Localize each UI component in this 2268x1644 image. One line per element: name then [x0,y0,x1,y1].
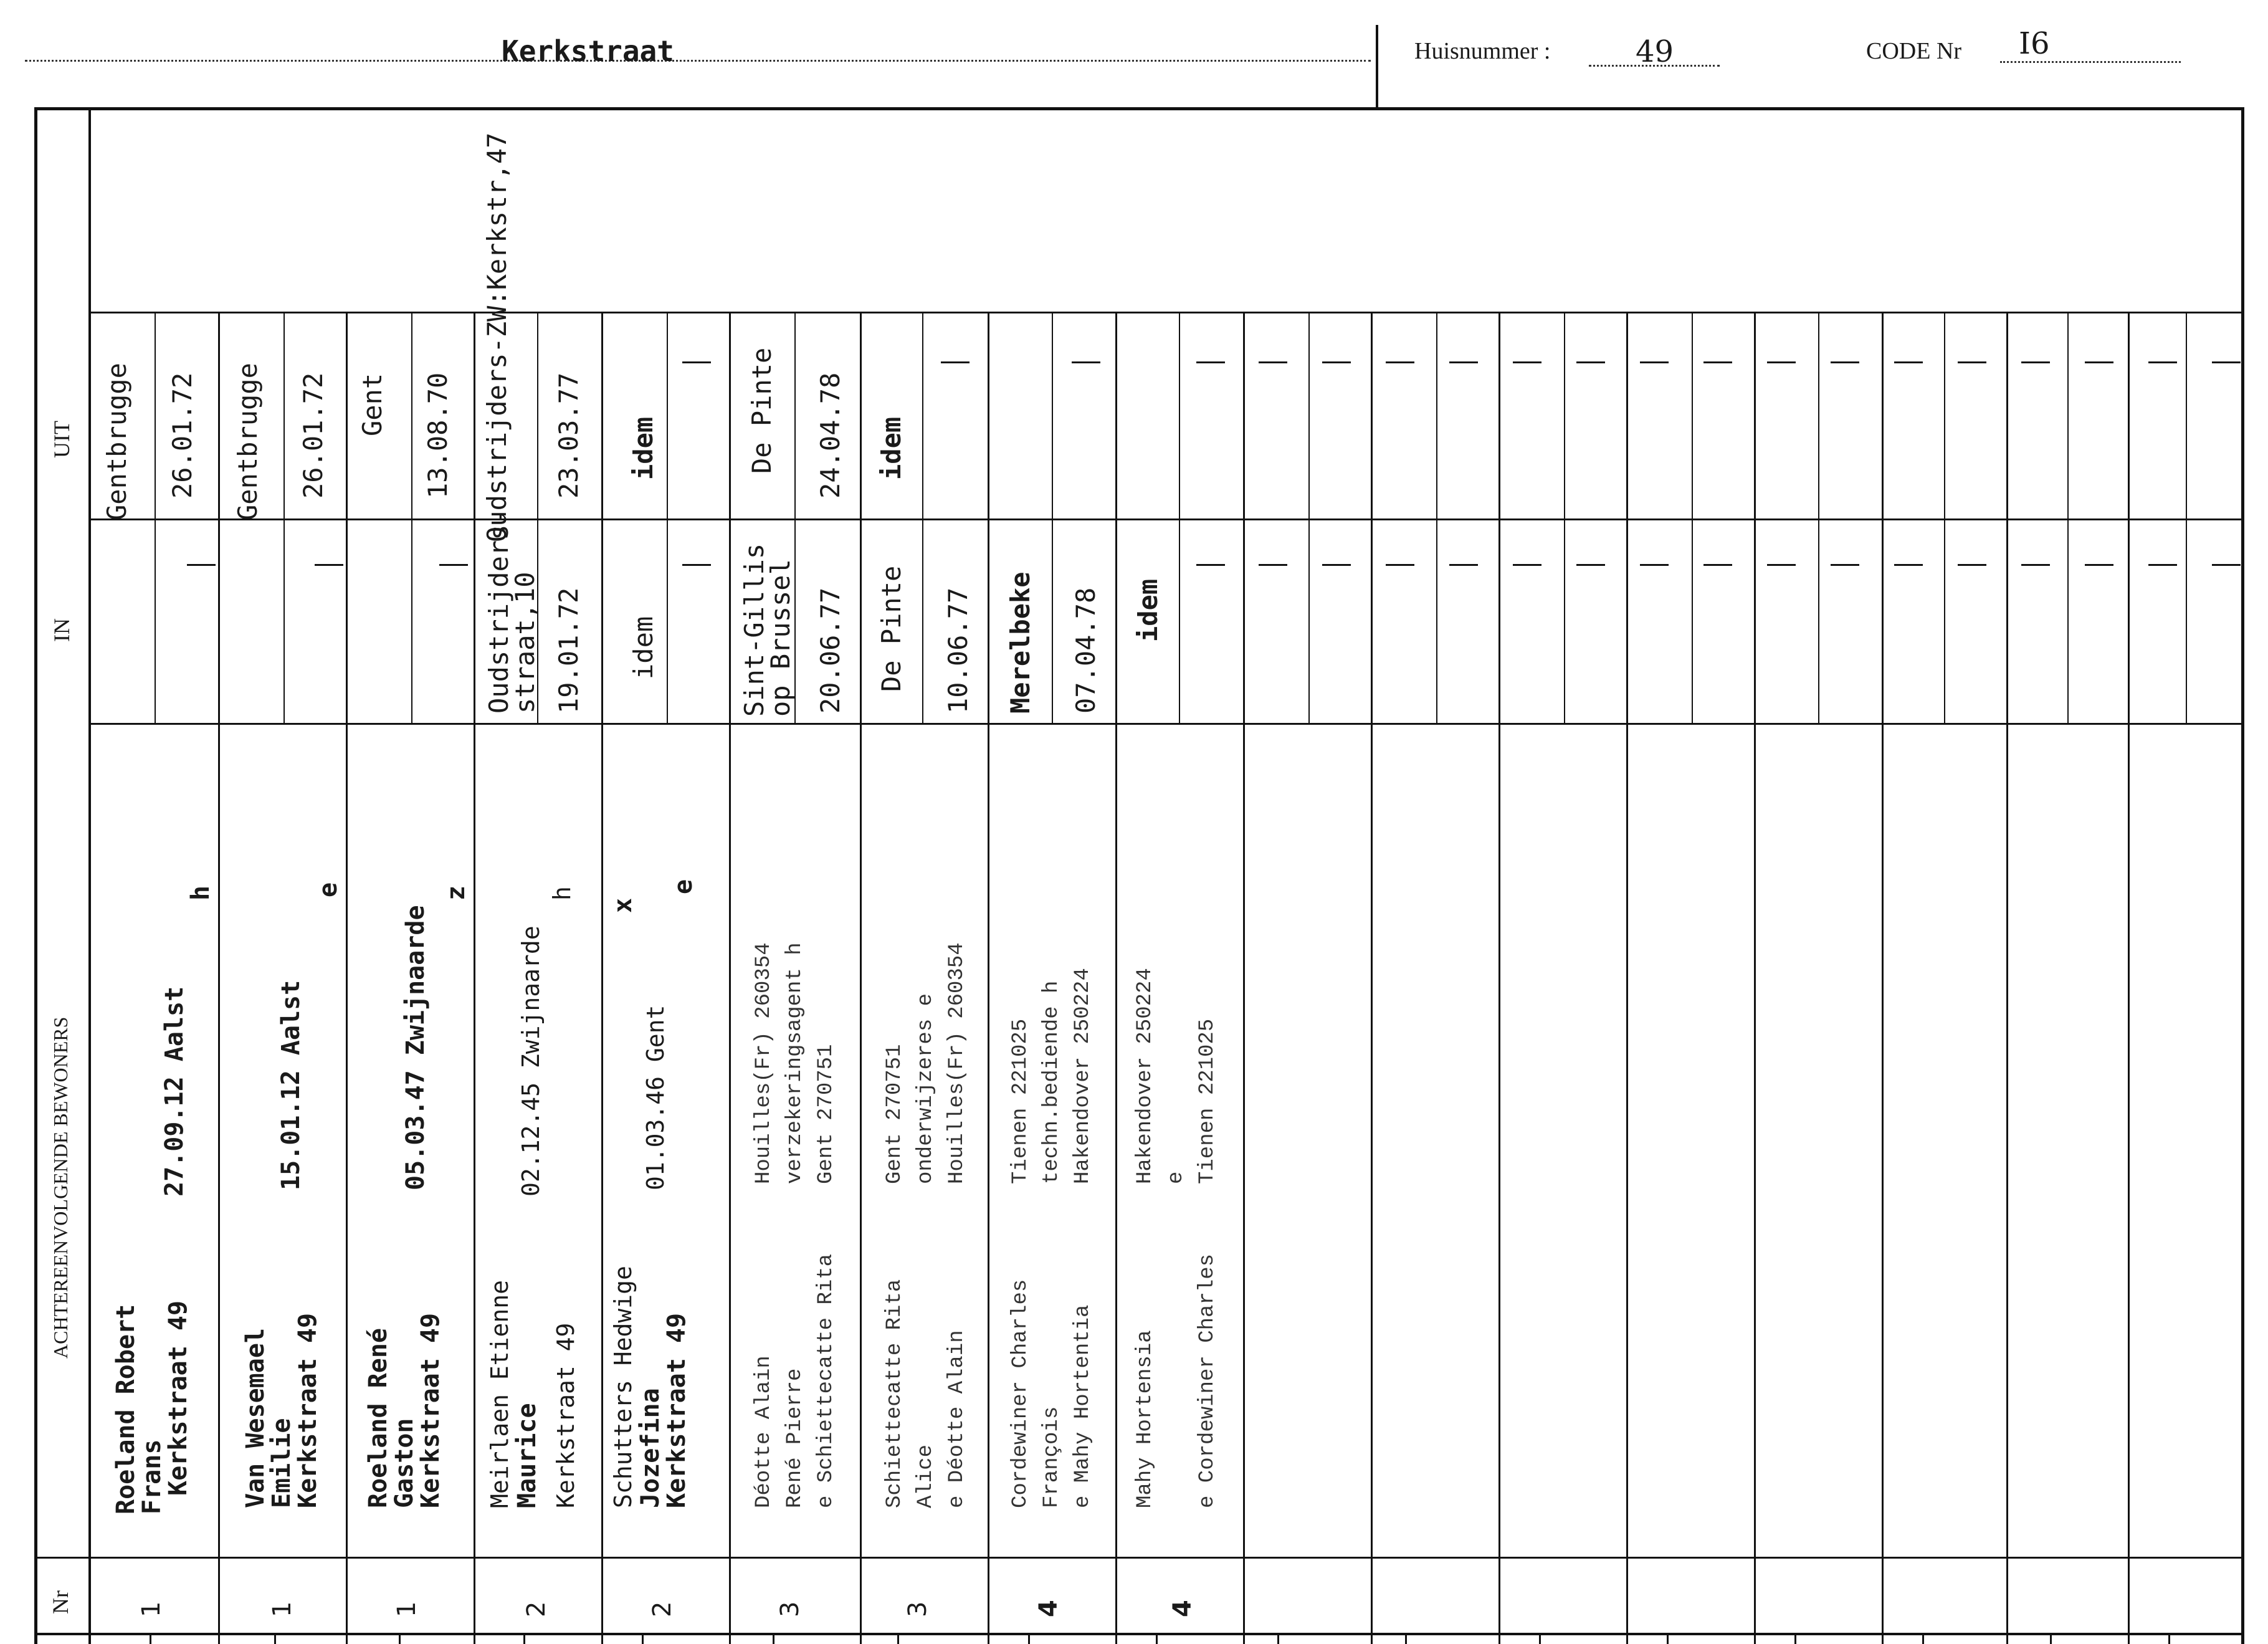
in-place: idem [1133,578,1163,642]
uit-date: 24.04.78 [815,372,846,499]
column-line [1882,312,1884,1644]
bewoner-name-2: Emilie [267,1418,296,1508]
tick-mark [399,1633,401,1644]
tick-mark [274,1633,276,1644]
bewoner-date: 05.03.47 Zwijnaarde [401,905,430,1190]
label-column-divider [88,107,91,1644]
row-number: 3 [776,1601,804,1617]
bewoner-code: e [669,879,698,894]
bewoner-info-1: Houilles(Fr) 260354 [752,942,776,1184]
column-line [2128,312,2130,1644]
bewoner-info-2: verzekeringsagent h [783,942,807,1184]
bewoner-code: e [314,882,343,897]
tick-mark [523,1633,525,1644]
tick-mark [1277,1633,1279,1644]
empty-cell-dash [1958,361,1986,363]
bewoner-date: 15.01.12 Aalst [277,980,305,1190]
bewoner-info-3: Hakendover 250224 [1071,968,1095,1184]
bewoner-name-3: e Déotte Alain [945,1330,969,1508]
subcolumn-line [667,312,668,723]
row-number: 1 [268,1601,297,1617]
bewoner-address: Kerkstraat 49 [552,1322,579,1508]
tick-mark [1667,1633,1669,1644]
table-right-border [2241,107,2244,1644]
in-place-2: op Brussel [765,559,796,717]
bewoner-name-2: François [1040,1406,1064,1508]
row-number: 1 [393,1601,421,1617]
column-line [601,312,603,1644]
table-left-border [34,107,37,1644]
bewoner-info-3: Tienen 221025 [1196,1018,1219,1184]
huisnummer-label: Huisnummer : [1414,38,1551,64]
bewoner-code: h [548,886,576,901]
row-number: 2 [648,1601,677,1617]
bewoner-name-3: e Mahy Hortentia [1071,1304,1095,1508]
empty-cell-dash [439,564,468,566]
row-number: 4 [1168,1600,1197,1617]
empty-cell-dash [1386,361,1414,363]
empty-cell-dash [187,564,216,566]
empty-cell-dash [1196,361,1225,363]
bewoner-name-2: René Pierre [783,1368,807,1508]
empty-cell-dash [941,361,970,363]
uit-place: Gentbrugge [232,363,263,520]
column-line [729,312,731,1644]
tick-mark [2168,1633,2170,1644]
empty-cell-dash [1831,564,1859,566]
empty-cell-dash [1449,361,1478,363]
empty-cell-dash [1894,564,1923,566]
tick-mark [1539,1633,1541,1644]
column-line [1243,312,1245,1644]
in-label: IN [49,618,74,642]
bewoner-name-2: Frans [138,1439,166,1514]
street-name: Kerkstraat [502,34,674,68]
empty-cell-dash [2021,361,2050,363]
empty-cell-dash [1513,361,1541,363]
bewoner-info-1: Gent 270751 [883,1044,907,1184]
bewoner-name-1: Schutters Hedwige [609,1266,637,1508]
subcolumn-line [1436,312,1437,723]
bewoners-top-line [88,723,2244,725]
bewoner-address: Kerkstraat 49 [416,1312,445,1508]
nr-top-line [34,1557,2244,1559]
bewoner-info-2: onderwijzeres e [914,993,938,1184]
tick-mark [773,1633,774,1644]
empty-cell-dash [1640,564,1669,566]
nr-label: Nr [48,1590,73,1614]
empty-cell-dash [2148,361,2177,363]
in-place-1: Oudstrijders- [484,509,514,714]
bewoner-name-1: Déotte Alain [752,1355,776,1508]
bewoner-info-3: Houilles(Fr) 260354 [945,942,969,1184]
subcolumn-line [1944,312,1945,723]
uit-place: De Pinte [746,347,777,474]
uit-place: idem [876,416,907,480]
subcolumn-line [1564,312,1565,723]
in-date: 19.01.72 [553,587,584,714]
empty-cell-dash [1072,361,1100,363]
column-line [1626,312,1628,1644]
empty-cell-dash [315,564,343,566]
empty-cell-dash [1322,361,1351,363]
subcolumn-line [411,312,412,723]
column-line [1754,312,1756,1644]
column-line [1371,312,1373,1644]
empty-cell-dash [2085,361,2113,363]
uit-place: Gent [357,373,388,436]
in-place-2: straat,10 [510,571,540,714]
tick-mark [1156,1633,1158,1644]
row-number: 3 [903,1601,932,1617]
tick-mark [1922,1633,1924,1644]
empty-cell-dash [682,361,711,363]
bewoner-name-1: Mahy Hortensia [1133,1330,1157,1508]
bewoner-name-1: Meirlaen Etienne [486,1279,513,1508]
code-value: I6 [2019,26,2050,61]
empty-cell-dash [1576,361,1605,363]
bewoner-info-1: Tienen 221025 [1009,1018,1032,1184]
bewoners-label: ACHTEREENVOLGENDE BEWONERS [49,1016,72,1359]
empty-cell-dash [1640,361,1669,363]
in-date: 10.06.77 [943,587,973,714]
bewoner-info-2: e [1165,1171,1188,1184]
empty-cell-dash [1831,361,1859,363]
code-dotline [2000,61,2181,63]
in-date: 20.06.77 [815,587,846,714]
empty-cell-dash [1513,564,1541,566]
subcolumn-line [155,312,156,723]
bewoner-name-3: e Cordewiner Charles [1196,1253,1219,1508]
bewoner-name-3: e Schiettecatte Rita [814,1253,838,1508]
empty-cell-dash [1703,564,1732,566]
tick-mark [1028,1633,1030,1644]
bewoner-date: 01.03.46 Gent [642,1005,669,1190]
street-dotline [25,60,1371,62]
subcolumn-line [922,312,923,723]
bewoner-info-3: Gent 270751 [814,1044,838,1184]
empty-cell-dash [1386,564,1414,566]
bewoner-info-1: Hakendover 250224 [1133,968,1157,1184]
empty-cell-dash [1576,564,1605,566]
bewoner-date: 02.12.45 Zwijnaarde [517,925,545,1197]
subcolumn-line [1308,312,1310,723]
bewoner-name-1: Roeland Robert [112,1304,140,1514]
huisnummer-value: 49 [1636,34,1674,69]
column-line [1115,312,1117,1644]
empty-cell-dash [1259,564,1287,566]
tick-mark [642,1633,644,1644]
subcolumn-line [2067,312,2069,723]
empty-cell-dash [2212,361,2241,363]
header-divider [1376,25,1378,107]
empty-cell-dash [1449,564,1478,566]
subcolumn-line [1818,312,1819,723]
column-line [346,312,348,1644]
bewoner-info-2: techn.bediende h [1040,980,1064,1184]
in-place: De Pinte [876,565,907,692]
empty-cell-dash [1196,564,1225,566]
uit-place: Gentbrugge [102,363,132,520]
column-line [2006,312,2008,1644]
empty-cell-dash [1767,361,1796,363]
in-date: 07.04.78 [1070,587,1101,714]
empty-cell-dash [2148,564,2177,566]
table-top-border [34,107,2244,110]
empty-cell-dash [2085,564,2113,566]
bewoner-name-1: Schiettecatte Rita [883,1279,907,1508]
subcolumn-line [1692,312,1693,723]
column-line [988,312,989,1644]
bewoner-name-1: Cordewiner Charles [1009,1279,1032,1508]
in-place-1: Sint-Gillis [739,543,770,717]
bewoner-address: Kerkstraat 49 [662,1312,691,1508]
bewoner-name-2: Maurice [513,1403,541,1508]
uit-date: 23.03.77 [553,372,584,499]
row-number: 1 [137,1601,166,1617]
bewoner-mark: x [609,897,637,913]
bewoner-address: Kerkstraat 49 [164,1300,193,1496]
bewoner-code: z [442,885,470,901]
subcolumn-line [284,312,285,723]
empty-cell-dash [1259,361,1287,363]
bewoner-name-2: Alice [914,1444,938,1508]
empty-cell-dash [1894,361,1923,363]
column-line [860,312,862,1644]
tick-mark [1405,1633,1407,1644]
empty-cell-dash [1767,564,1796,566]
empty-cell-dash [682,564,711,566]
subcolumn-line [1052,312,1053,723]
empty-cell-dash [1322,564,1351,566]
uit-date: 13.08.70 [422,372,453,499]
tick-mark [1794,1633,1796,1644]
uit-place: idem [628,416,659,480]
bewoner-name-1: Roeland René [364,1328,393,1508]
tick-mark [2050,1633,2052,1644]
in-place: idem [628,616,659,679]
bewoner-name-2: Jozefina [636,1388,665,1508]
row-number: 2 [522,1601,551,1617]
bewoner-name-2: Gaston [390,1418,419,1508]
column-line [218,312,220,1644]
bewoner-date: 27.09.12 Aalst [160,986,189,1197]
tick-mark [150,1633,151,1644]
bewoner-name-1: Van Wesemael [241,1328,270,1508]
empty-cell-dash [2021,564,2050,566]
empty-cell-dash [2212,564,2241,566]
uit-place: Oudstrijders-ZW:Kerkstr,47 [482,132,512,542]
subcolumn-line [2186,312,2187,723]
uit-date: 26.01.72 [167,372,198,499]
empty-cell-dash [1958,564,1986,566]
bewoner-address: Kerkstraat 49 [293,1312,322,1508]
column-line [474,312,475,1644]
uit-label: UIT [49,421,74,458]
table-bottom-line [34,1633,2244,1635]
empty-cell-dash [1703,361,1732,363]
row-number: 4 [1034,1600,1063,1617]
subcolumn-line [1179,312,1180,723]
tick-mark [897,1633,899,1644]
in-place: Merelbeke [1005,571,1036,714]
bewoner-code: h [186,885,215,901]
code-label: CODE Nr [1866,38,1962,64]
uit-date: 26.01.72 [298,372,328,499]
column-line [1498,312,1500,1644]
